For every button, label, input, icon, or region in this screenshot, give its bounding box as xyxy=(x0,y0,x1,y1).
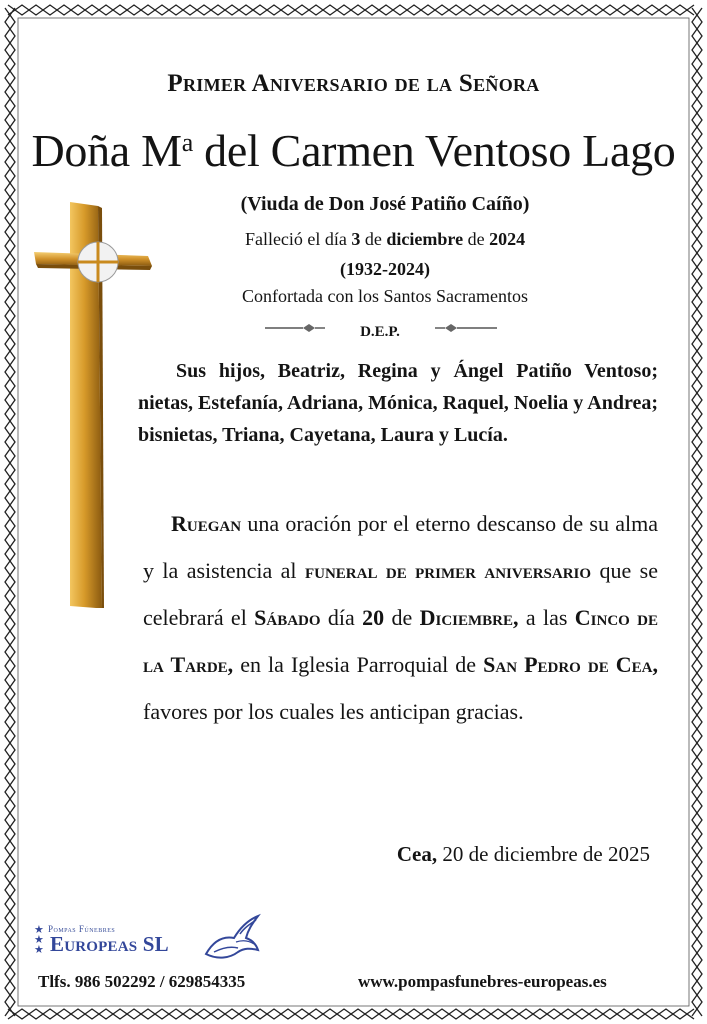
request-text-1: una oración por el eterno descanso de su alma y la asistencia al xyxy=(143,511,658,583)
signature-date: 20 de diciembre de 2025 xyxy=(437,842,650,866)
church-name: San Pedro de Cea, xyxy=(483,652,658,677)
phone-numbers: Tlfs. 986 502292 / 629854335 xyxy=(38,972,246,991)
name-part-2: del Carmen Ventoso Lago xyxy=(192,125,676,176)
ruegan-word: Ruegan xyxy=(171,511,242,536)
funeral-month: Diciembre, xyxy=(419,605,519,630)
sacraments-line: Confortada con los Santos Sacramentos xyxy=(242,286,528,306)
funeral-day: 20 xyxy=(362,605,385,630)
name-superscript: a xyxy=(181,128,193,157)
name-part-1: Doña M xyxy=(31,125,182,176)
anniversary-heading: Primer Aniversario de la Señora xyxy=(167,70,540,97)
request-paragraph xyxy=(143,500,658,735)
death-year: 2024 xyxy=(489,229,526,249)
death-date-line xyxy=(165,229,605,250)
life-years: (1932-2024) xyxy=(340,259,430,279)
death-day: 3 xyxy=(351,229,361,249)
death-month: diciembre xyxy=(386,229,464,249)
stars-icon: ★ ★ ★ xyxy=(34,924,44,956)
company-name: Europeas SL xyxy=(50,932,169,956)
request-text-5: a las xyxy=(518,605,575,630)
border-zigzag xyxy=(8,5,694,15)
death-de-2: de xyxy=(463,229,490,249)
dep-label: D.E.P. xyxy=(360,324,400,340)
funeral-time: Cinco de la Tarde, xyxy=(143,605,659,677)
deceased-name xyxy=(0,124,707,177)
dove-icon xyxy=(200,910,262,966)
request-text-2: que se celebrará el xyxy=(143,558,658,630)
request-text-7: favores por los cuales les anticipan gracias. xyxy=(143,699,524,724)
family-paragraph: Sus hijos, Beatriz, Regina y Ángel Patiño Ventoso; nietas, Estefanía, Adriana, Mónica, Raquel, Noelia y Andrea; bisnietas, Triana, Cayetana, Laura y Lucía. xyxy=(138,360,658,446)
widow-of-line: (Viuda de Don José Patiño Caíño) xyxy=(240,193,530,215)
request-text-4: de xyxy=(384,605,420,630)
dep-divider xyxy=(255,314,505,344)
request-text-6: en la Iglesia Parroquial de xyxy=(233,652,484,677)
death-de-1: de xyxy=(360,229,387,249)
border-zigzag xyxy=(8,1009,694,1019)
signature-place: Cea, xyxy=(396,842,438,866)
weekday: Sábado xyxy=(254,605,321,630)
funeral-phrase: funeral de primer aniversario xyxy=(304,558,592,583)
website-link[interactable]: www.pompasfunebres-europeas.es xyxy=(358,972,607,991)
request-text-3: día xyxy=(320,605,363,630)
death-prefix: Falleció el día xyxy=(244,229,352,249)
signature-line xyxy=(340,842,650,867)
company-tagline: Pompas Fúnebres xyxy=(48,924,116,934)
